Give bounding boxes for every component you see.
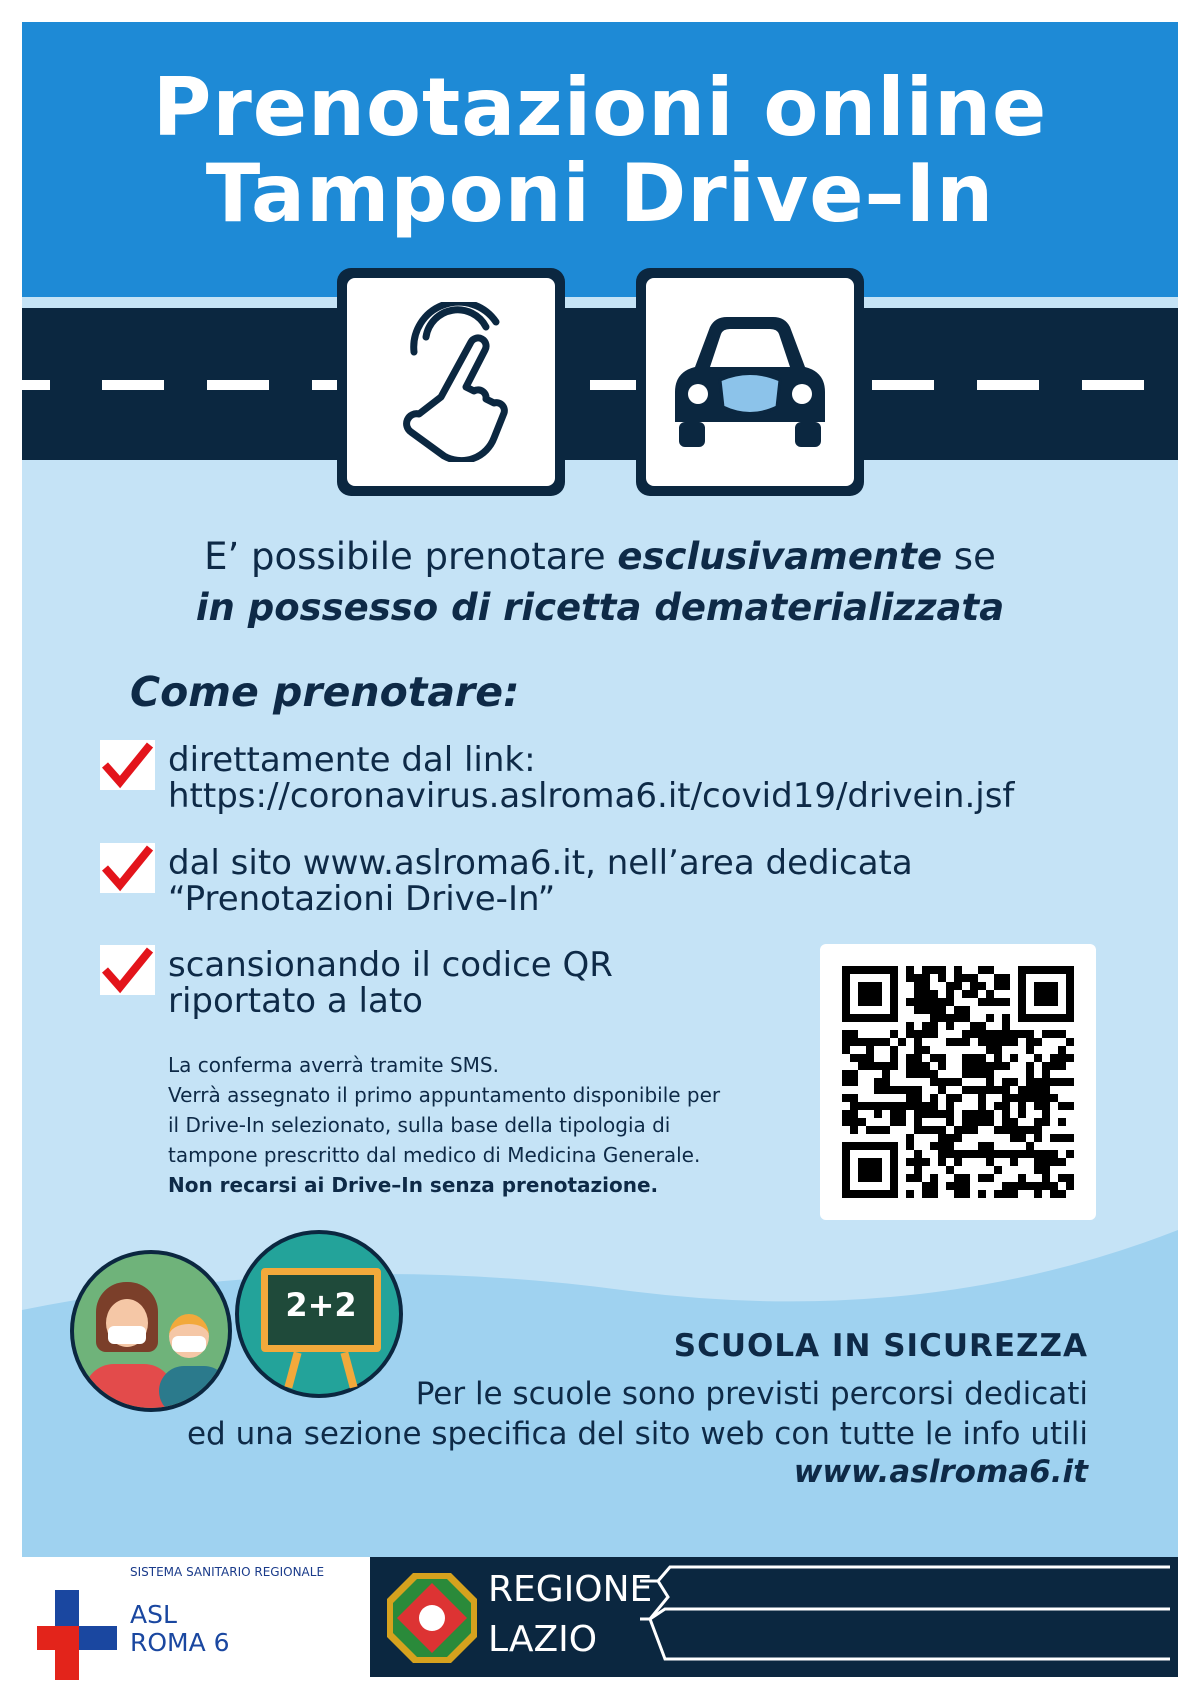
check-icon <box>100 740 155 790</box>
lazio-coat-of-arms-icon <box>385 1571 479 1665</box>
touch-hand-icon <box>386 302 516 462</box>
touch-icon-box <box>337 268 565 496</box>
title-line1: Prenotazioni online <box>152 61 1048 154</box>
school-line2: ed una sezione specifica del sito web con tutte le info utili <box>186 1416 1088 1452</box>
children-masks-illustration <box>70 1250 232 1412</box>
blackboard-illustration: 2+2 <box>235 1230 403 1398</box>
asl-logo: SISTEMA SANITARIO REGIONALE ASL ROMA 6 <box>22 1557 370 1677</box>
regione-lazio-logo: REGIONE LAZIO <box>370 1557 1178 1677</box>
booking-link[interactable]: https://coronavirus.aslroma6.it/covid19/drivein.jsf <box>168 776 1015 816</box>
title-line2: Tamponi Drive–In <box>205 147 995 240</box>
notes: La conferma averrà tramite SMS. Verrà assegnato il primo appuntamento disponibile per il Drive-In selezionato, sulla base della tipologia di tampone prescritto dal medico di Medicina Generale. Non recarsi ai Drive–In senza prenotazione. <box>168 1050 720 1200</box>
car-with-mask-icon <box>665 312 835 452</box>
header-banner <box>22 22 1178 297</box>
school-line1: Per le scuole sono previsti percorsi dedicati <box>415 1376 1088 1412</box>
qr-code[interactable] <box>820 944 1096 1220</box>
school-title: SCUOLA IN SICUREZZA <box>673 1328 1088 1364</box>
option-website: dal sito www.aslroma6.it, nell’area dedicata “Prenotazioni Drive-In” <box>168 843 913 919</box>
road-band <box>22 308 1178 460</box>
option-link: direttamente dal link: https://coronavirus.aslroma6.it/covid19/drivein.jsf <box>168 740 1015 816</box>
check-icon <box>100 843 155 893</box>
warning-text: Non recarsi ai Drive–In senza prenotazione. <box>168 1173 659 1197</box>
check-icon <box>100 945 155 995</box>
decorative-lines <box>640 1557 1170 1677</box>
option-qr: scansionando il codice QR riportato a lato <box>168 945 613 1021</box>
intro-line1: E’ possibile prenotare esclusivamente se <box>204 535 996 578</box>
school-link[interactable]: www.aslroma6.it <box>793 1454 1088 1490</box>
qr-modules <box>842 966 1074 1198</box>
car-icon-box <box>636 268 864 496</box>
intro-line2: in possesso di ricetta dematerializzata <box>195 586 1005 629</box>
how-title: Come prenotare: <box>130 668 520 716</box>
